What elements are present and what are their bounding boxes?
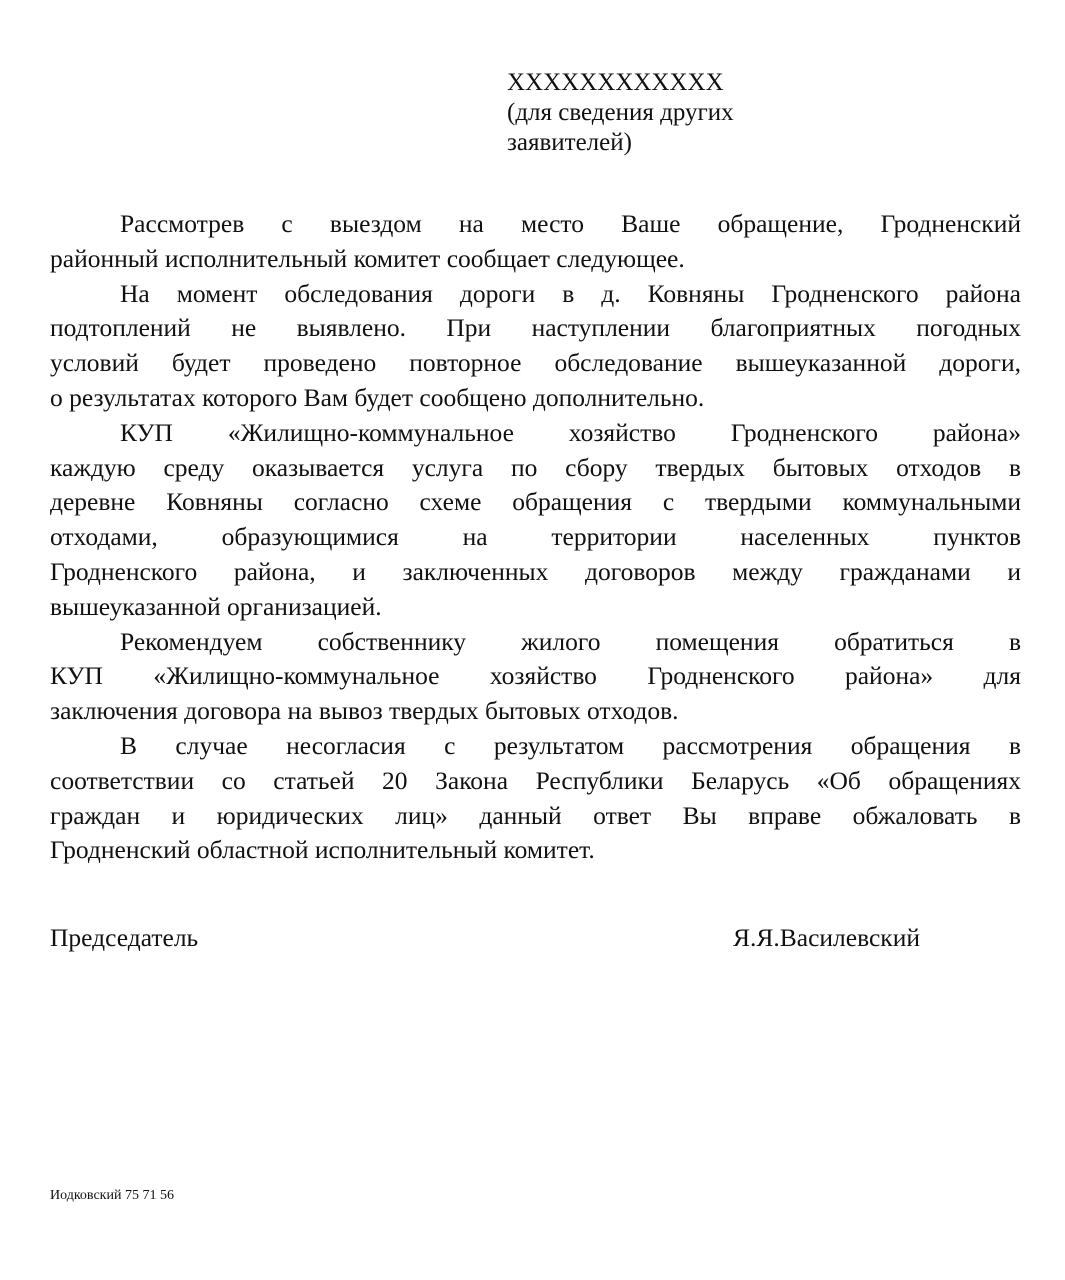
paragraph-line: В случае несогласия с результатом рассмотрения обращения в: [120, 730, 1021, 760]
paragraph: [50, 207, 1021, 277]
paragraph-line: отходами, образующимися на территории населенных пунктов: [50, 522, 1021, 552]
paragraph-line: КУП «Жилищно-коммунальное хозяйство Гродненского района»: [120, 417, 1021, 447]
paragraph-line: заключения договора на вывоз твердых бытовых отходов.: [50, 696, 679, 726]
paragraph-line: подтоплений не выявлено. При наступлении благоприятных погодных: [50, 313, 1021, 343]
signatory-position: Председатель: [50, 923, 199, 952]
paragraph-line: условий будет проведено повторное обследование вышеуказанной дороги,: [50, 348, 1021, 378]
paragraph-line: соответствии со статьей 20 Закона Республики Беларусь «Об обращениях: [50, 765, 1021, 795]
paragraph-line: Рассмотрев с выездом на место Ваше обращение, Гродненский: [120, 209, 1021, 238]
paragraph-line: Гродненского района, и заключенных договоров между гражданами и: [50, 556, 1021, 586]
paragraph-line: КУП «Жилищно-коммунальное хозяйство Гродненского района» для: [50, 661, 1021, 691]
paragraph-line: вышеуказанной организацией.: [50, 591, 382, 621]
paragraph-line: Гродненский областной исполнительный комитет.: [50, 835, 595, 865]
paragraph-line: районный исполнительный комитет сообщает следующее.: [50, 243, 685, 273]
paragraph-line: На момент обследования дороги в д. Ковняны Гродненского района: [120, 278, 1021, 308]
paragraph-line: Рекомендуем собственнику жилого помещения обратиться в: [120, 626, 1021, 656]
paragraph-line: каждую среду оказывается услуга по сбору твердых бытовых отходов в: [50, 452, 1021, 482]
paragraph-line: о результатах которого Вам будет сообщено дополнительно.: [50, 382, 705, 412]
addressee-note-line: (для сведения других: [507, 99, 734, 126]
addressee-note-line: заявителей): [507, 129, 632, 156]
paragraph: [50, 625, 1021, 729]
letter-body: [50, 207, 1021, 868]
paragraph-line: граждан и юридических лиц» данный ответ Вы вправе обжаловать в: [50, 800, 1021, 830]
executor-footnote: Иодковский 75 71 56: [50, 1188, 174, 1203]
paragraph: [50, 729, 1021, 868]
addressee-name: XXXXXXXXXXXX: [507, 69, 724, 96]
paragraph: [50, 277, 1021, 416]
paragraph: [50, 416, 1021, 625]
addressee-block: [507, 68, 734, 158]
paragraph-line: деревне Ковняны согласно схеме обращения с твердыми коммунальными: [50, 487, 1021, 517]
signatory-name: Я.Я.Василевский: [733, 923, 920, 952]
